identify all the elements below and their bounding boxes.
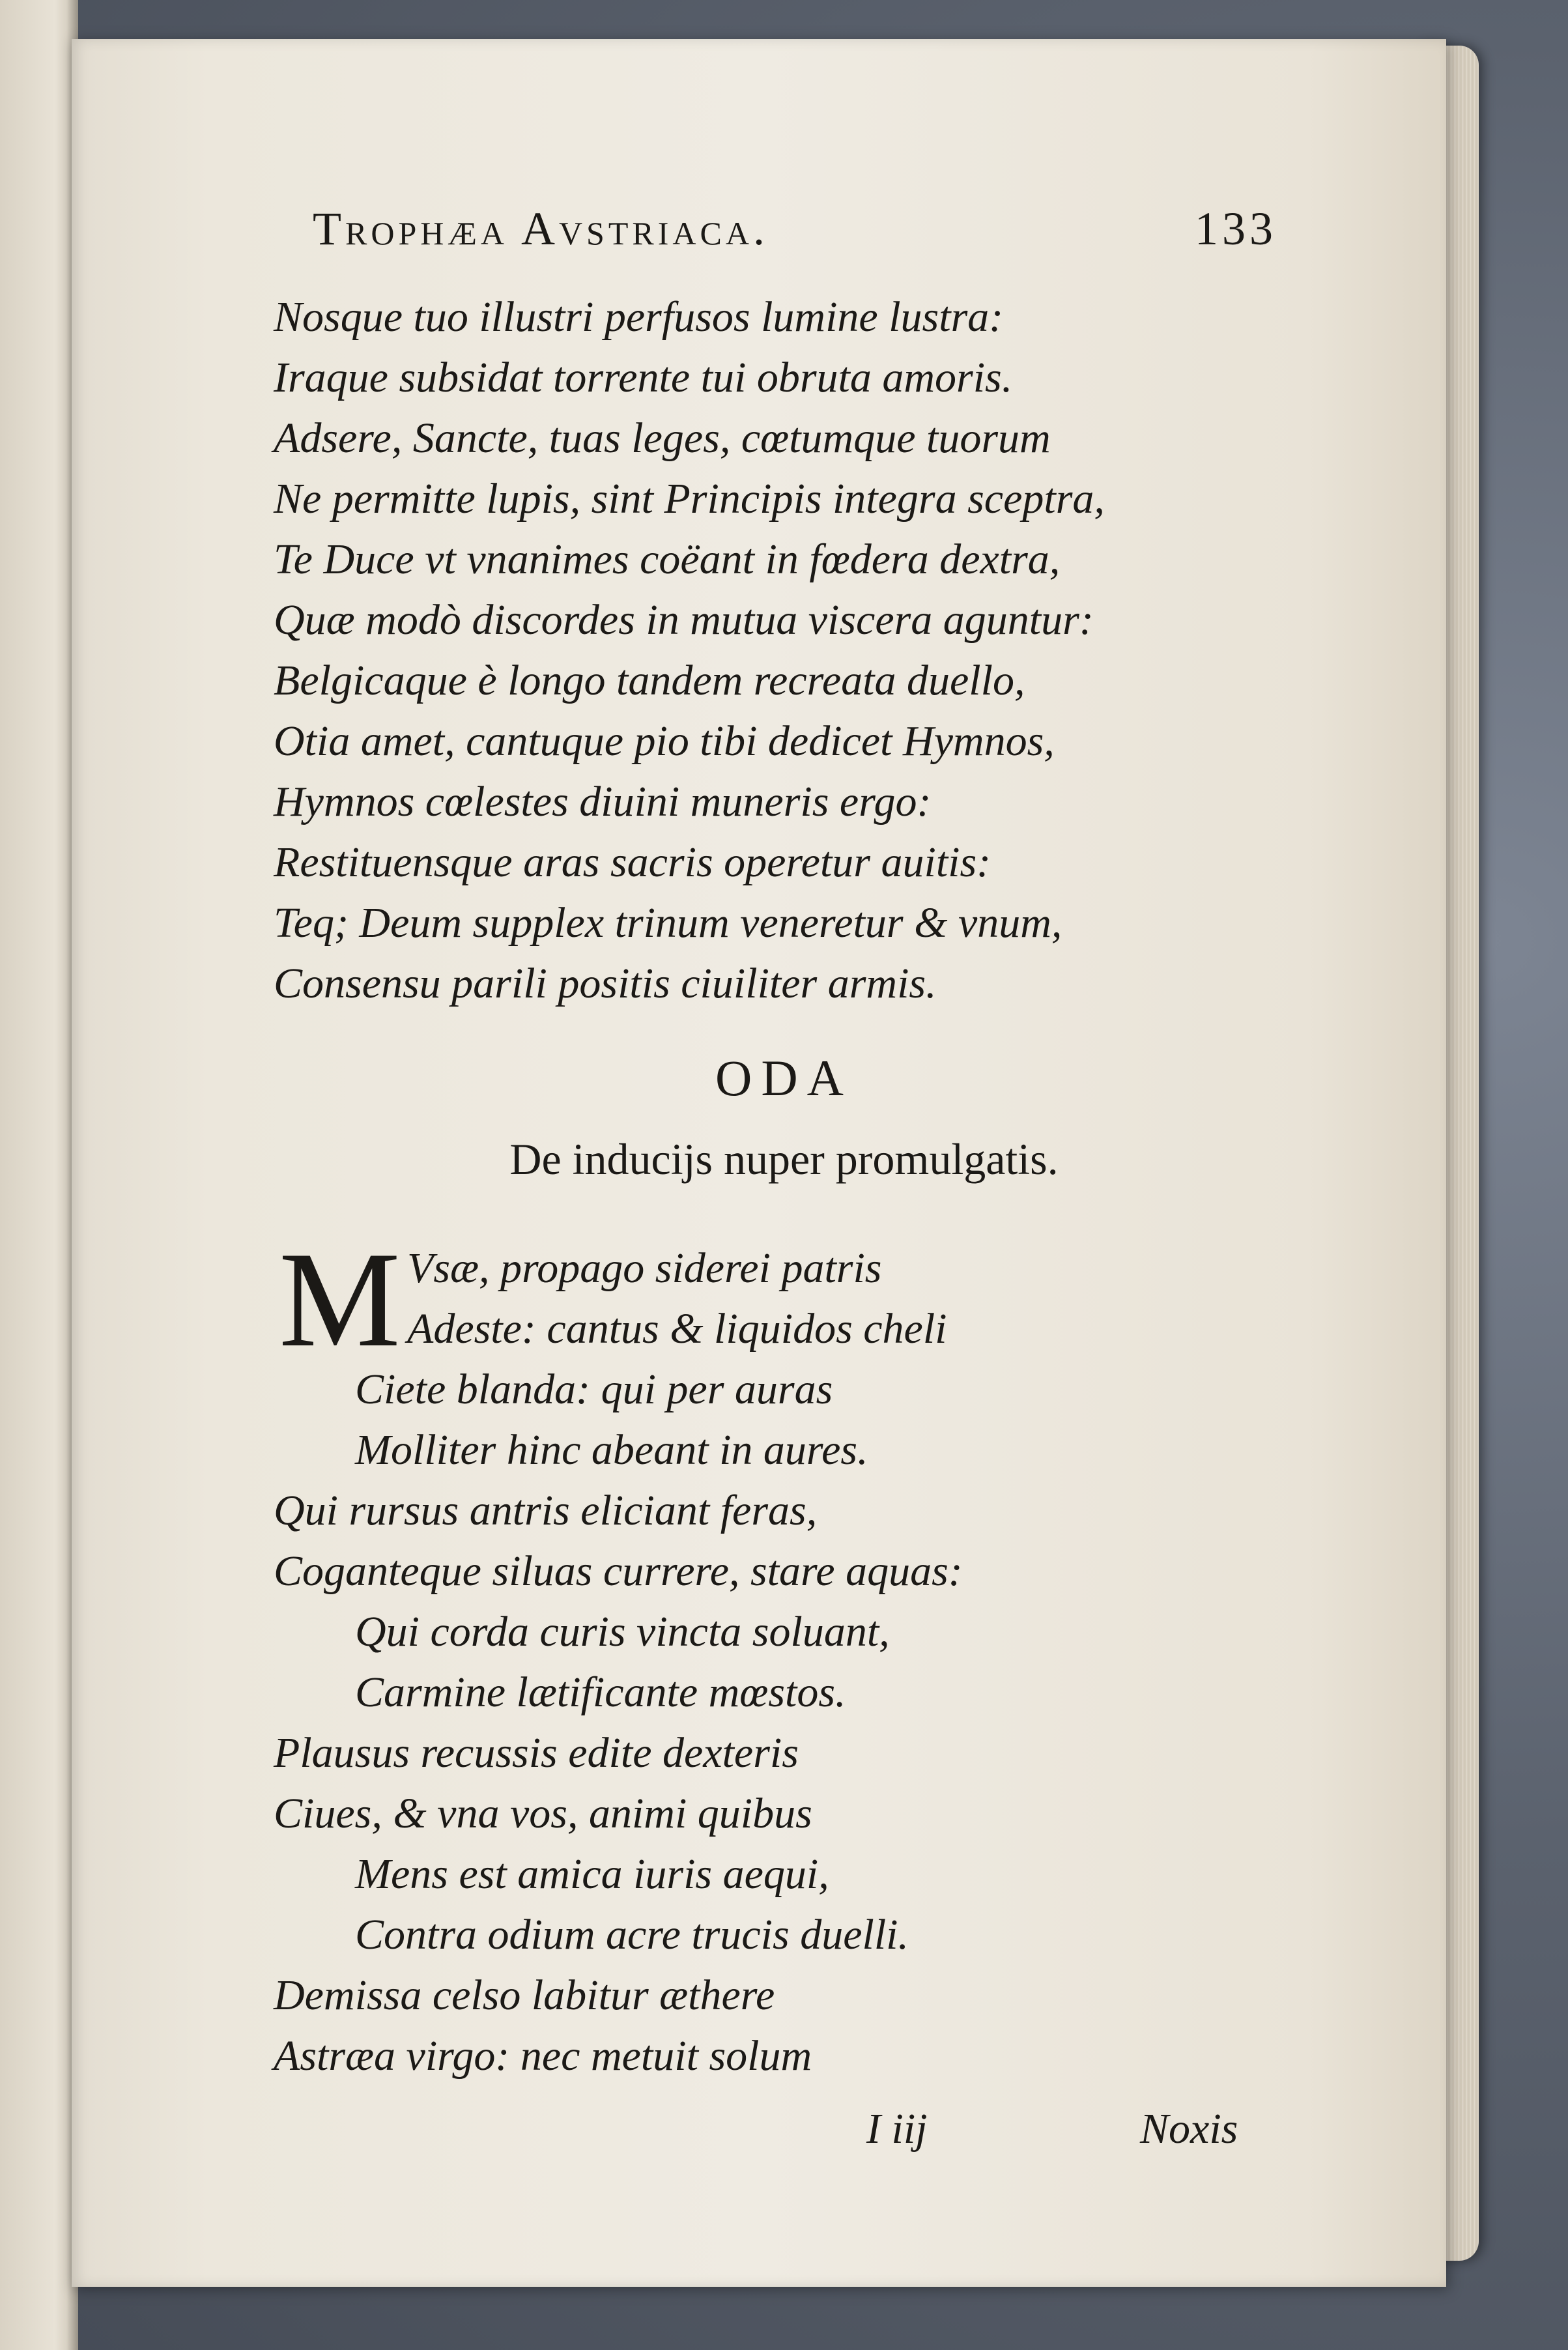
verse-line: Quæ modò discordes in mutua viscera aguntur: (274, 596, 1094, 644)
verse-line: Iraque subsidat torrente tui obruta amoris. (274, 354, 1013, 401)
ode-verse-block (274, 1238, 963, 2086)
verse-block-one (274, 287, 1105, 1014)
ode-heading: ODA (715, 1050, 853, 1106)
ode-line: Mens est amica iuris aequi, (355, 1850, 829, 1898)
verse-line: Restituensque aras sacris operetur auitis: (274, 838, 991, 886)
ode-line: Ciues, & vna vos, animi quibus (274, 1790, 812, 1837)
ode-line: Coganteque siluas currere, stare aquas: (274, 1547, 963, 1595)
ode-line: Adeste: cantus & liquidos cheli (407, 1305, 947, 1353)
verse-line: Otia amet, cantuque pio tibi dedicet Hymnos, (274, 717, 1055, 765)
running-head (313, 195, 1290, 267)
verse-line: Teq; Deum supplex trinum veneretur & vnum, (274, 899, 1062, 947)
verse-line: Adsere, Sancte, tuas leges, cœtumque tuorum (274, 414, 1051, 462)
ode-line: Ciete blanda: qui per auras (355, 1366, 833, 1413)
verse-line: Ne permitte lupis, sint Principis integra sceptra, (274, 475, 1105, 523)
page-number: 133 (1195, 203, 1277, 255)
drop-cap: M (279, 1224, 401, 1375)
verse-line: Nosque tuo illustri perfusos lumine lustra: (274, 293, 1004, 341)
ode-subtitle: De inducijs nuper promulgatis. (509, 1134, 1059, 1184)
verse-line: Consensu parili positis ciuiliter armis. (274, 960, 937, 1007)
verse-line: Belgicaque è longo tandem recreata duello, (274, 657, 1025, 704)
ode-line: Carmine lætificante mœstos. (355, 1669, 846, 1716)
signature-mark: I iij (866, 2105, 928, 2153)
verse-line: Te Duce vt vnanimes coëant in fœdera dextra, (274, 536, 1061, 583)
catchword: Noxis (1140, 2105, 1238, 2153)
ode-line: Astræa virgo: nec metuit solum (274, 2032, 812, 2080)
verse-line: Hymnos cœlestes diuini muneris ergo: (274, 778, 932, 825)
ode-line: Contra odium acre trucis duelli. (355, 1911, 909, 1958)
ode-line: Molliter hinc abeant in aures. (355, 1426, 868, 1474)
ode-line: Vsæ, propago siderei patris (407, 1244, 882, 1292)
ode-line: Qui rursus antris eliciant feras, (274, 1487, 818, 1534)
running-title: Trophæa Avstriaca. (313, 203, 769, 255)
ode-line: Plausus recussis edite dexteris (274, 1729, 799, 1777)
ode-line: Qui corda curis vincta soluant, (355, 1608, 890, 1655)
ode-line: Demissa celso labitur æthere (274, 1971, 775, 2019)
